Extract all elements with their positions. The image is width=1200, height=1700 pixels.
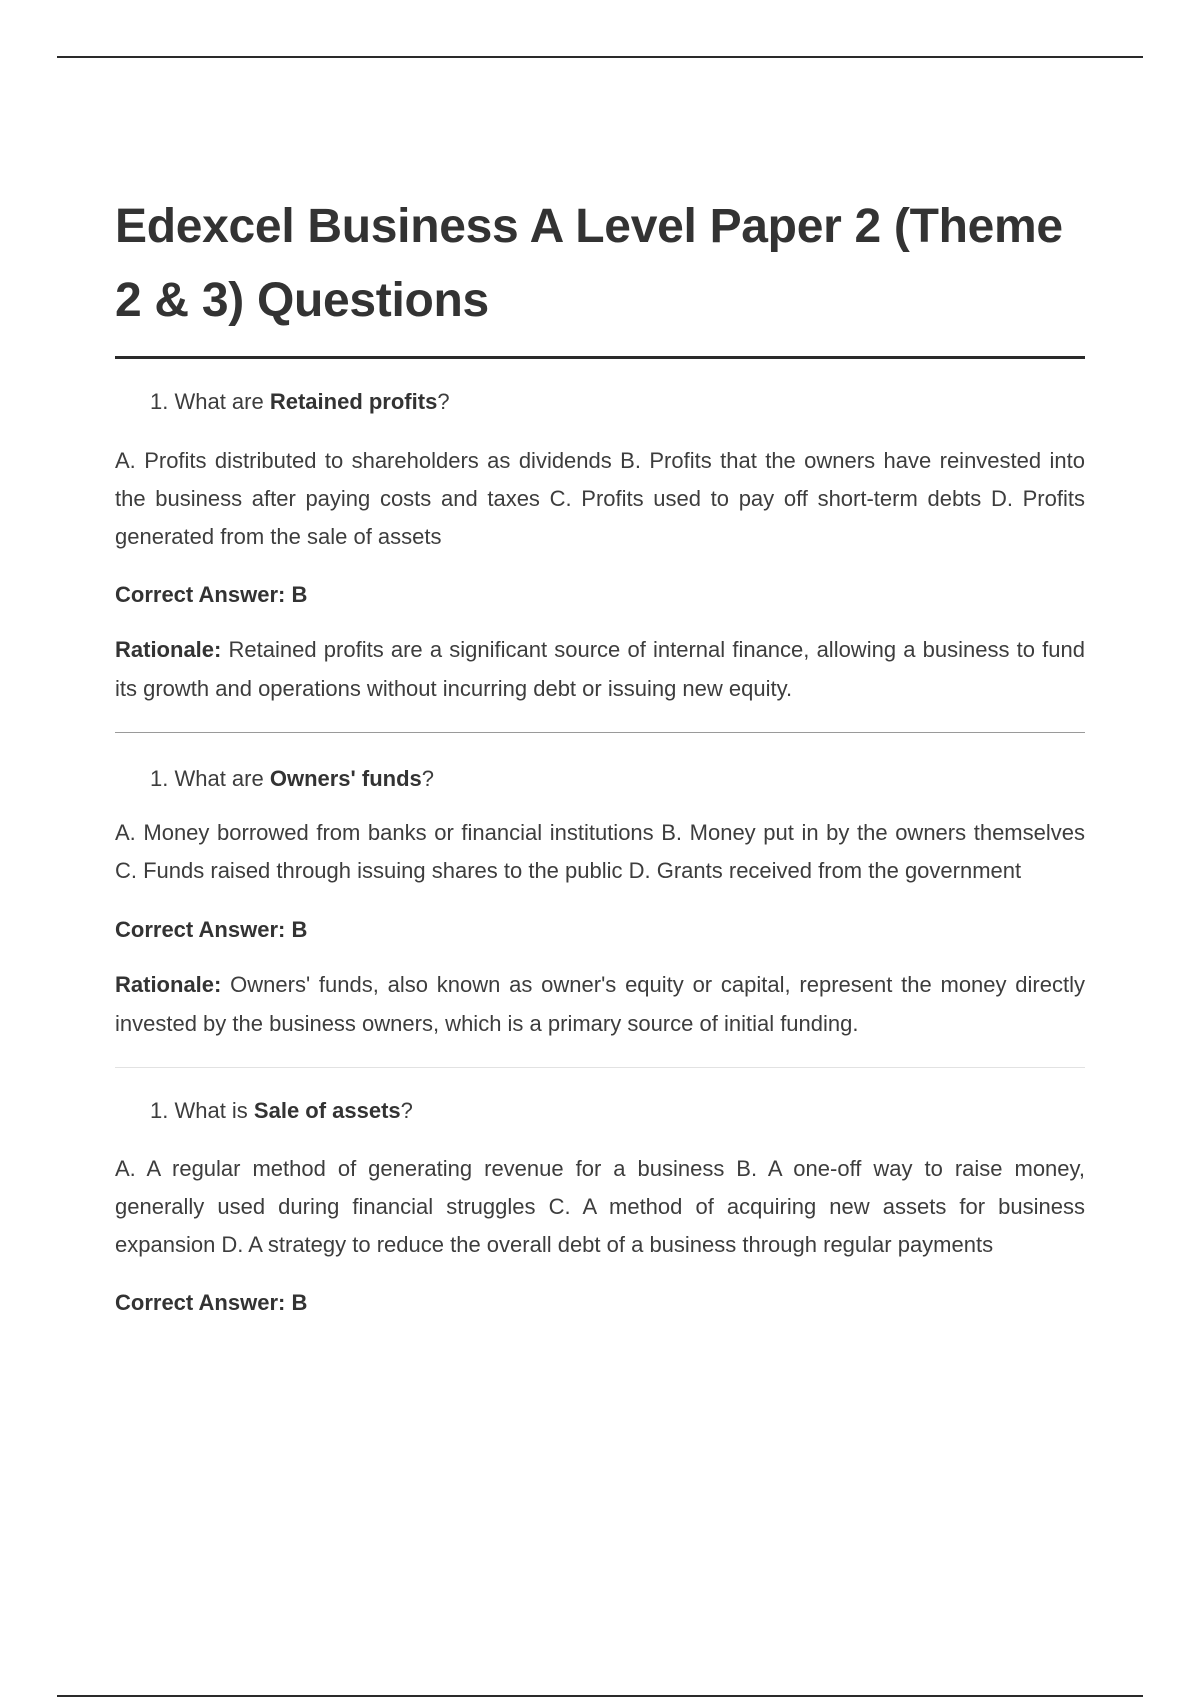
- question-separator: [115, 732, 1085, 733]
- rationale-label: Rationale:: [115, 637, 222, 662]
- answer-options: A. Money borrowed from banks or financial institutions B. Money put in by the owners themselves C. Funds raised through issuing shares to the public D. Grants received from the government: [115, 820, 1085, 883]
- question-text: [115, 1096, 1085, 1126]
- question-suffix: ?: [437, 389, 450, 414]
- question-text: [115, 764, 1085, 794]
- title-underline: [115, 356, 1085, 359]
- page-bottom-rule: [57, 1695, 1143, 1697]
- question-prefix: 1. What are: [150, 766, 270, 791]
- page-top-rule: [57, 56, 1143, 58]
- rationale-text: Owners' funds, also known as owner's equity or capital, represent the money directly invested by the business owners, which is a primary source of initial funding.: [115, 972, 1085, 1036]
- correct-answer: Correct Answer: B: [115, 582, 308, 607]
- question-term: Sale of assets: [253, 1098, 401, 1123]
- question-1: [115, 387, 1085, 708]
- answer-options: A. Profits distributed to shareholders as dividends B. Profits that the owners have reinvested into the business after paying costs and taxes C. Profits used to pay off short-term debts D. Profits generated from the sale of assets: [115, 448, 1085, 549]
- question-3: [115, 1096, 1085, 1318]
- question-separator: [115, 1067, 1085, 1068]
- question-text: [115, 387, 1085, 417]
- rationale: [115, 630, 1085, 708]
- correct-answer: Correct Answer: B: [115, 917, 308, 942]
- answer-options: A. A regular method of generating revenue for a business B. A one-off way to raise money, generally used during financial struggles C. A method of acquiring new assets for business expansion D. A strategy to reduce the overall debt of a business through regular payments: [115, 1156, 1085, 1257]
- document-title: Edexcel Business A Level Paper 2 (Theme 2 & 3) Questions: [115, 200, 1063, 327]
- question-suffix: ?: [421, 766, 435, 791]
- rationale-text: Retained profits are a significant source of internal finance, allowing a business to fund its growth and operations without incurring debt or issuing new equity.: [115, 637, 1085, 701]
- document-content: [115, 190, 1085, 1318]
- question-term: Retained profits: [269, 389, 438, 414]
- correct-answer: Correct Answer: B: [115, 1290, 308, 1315]
- question-suffix: ?: [400, 1098, 413, 1123]
- question-prefix: 1. What are: [150, 389, 270, 414]
- question-term: Owners' funds: [269, 766, 422, 791]
- question-2: [115, 764, 1085, 1043]
- rationale: [115, 965, 1085, 1043]
- question-prefix: 1. What is: [150, 1098, 254, 1123]
- rationale-label: Rationale:: [115, 972, 222, 997]
